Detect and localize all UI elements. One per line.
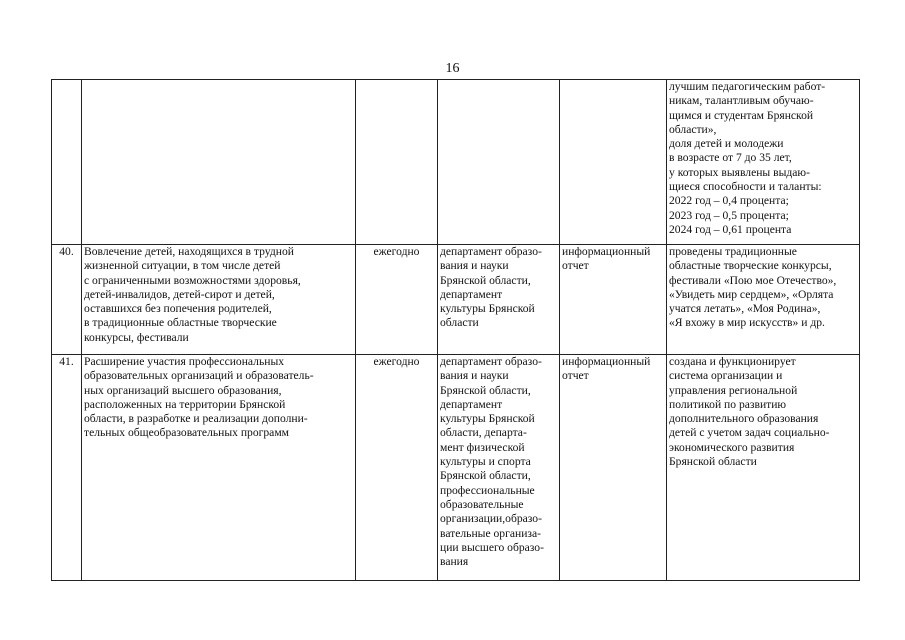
executors-cell <box>438 245 560 355</box>
table-row <box>52 80 860 245</box>
cell-text-line: образовательные <box>440 497 524 511</box>
cell-text-line: оставшихся без попечения родителей, <box>84 302 272 316</box>
document-cell <box>560 80 667 245</box>
cell-text-line: вания <box>440 555 469 569</box>
term-cell <box>356 80 438 245</box>
cell-text-line: департамент <box>440 397 503 411</box>
cell-text-line: области, департа- <box>440 426 527 440</box>
cell-text-line: культуры и спорта <box>440 455 531 469</box>
cell-text-line: экономического развития <box>669 440 795 454</box>
cell-text-line: «Увидеть мир сердцем», «Орлята <box>669 287 834 301</box>
cell-text-line: Брянской области, <box>440 273 531 287</box>
cell-text-line: департамент образо- <box>440 245 542 258</box>
cell-text-line: расположенных на территории Брянской <box>84 397 286 411</box>
cell-text-line: 2024 год – 0,61 процента <box>669 222 792 236</box>
cell-text-line: проведены традиционные <box>669 245 797 258</box>
table-row <box>52 245 860 355</box>
cell-text-line: 2023 год – 0,5 процента; <box>669 208 789 222</box>
description-cell <box>82 245 356 355</box>
result-cell <box>667 355 860 581</box>
result-cell <box>667 245 860 355</box>
cell-text-line: управления региональной <box>669 383 798 397</box>
cell-text-line: Брянской области, <box>440 469 531 483</box>
measures-table <box>51 79 860 581</box>
cell-text-line: образовательных организаций и образователь- <box>84 369 314 383</box>
row-number-cell: 40. <box>52 245 82 355</box>
cell-text-line: конкурсы, фестивали <box>84 330 189 344</box>
executors-cell <box>438 80 560 245</box>
cell-text-line: фестивали «Пою мое Отечество», <box>669 273 837 287</box>
page-number: 16 <box>445 61 460 76</box>
description-cell <box>82 80 356 245</box>
cell-text-line: Расширение участия профессиональных <box>84 355 285 368</box>
cell-text-line: вания и науки <box>440 369 509 383</box>
result-cell <box>667 80 860 245</box>
cell-text-line: информационный <box>562 245 651 258</box>
cell-text-line: ции высшего образо- <box>440 540 544 554</box>
cell-text-line: создана и функционирует <box>669 355 796 368</box>
cell-text-line: области, в разработке и реализации дополни- <box>84 412 308 426</box>
cell-text-line: «Я вхожу в мир искусств» и др. <box>669 316 825 330</box>
cell-text-line: ных организаций высшего образования, <box>84 383 282 397</box>
row-number-cell <box>52 80 82 245</box>
cell-text-line: вания и науки <box>440 259 509 273</box>
cell-text-line: детей-инвалидов, детей-сирот и детей, <box>84 287 275 301</box>
cell-text-line: у которых выявлены выдаю- <box>669 165 810 179</box>
executors-cell <box>438 355 560 581</box>
term-cell: ежегодно <box>356 355 438 581</box>
cell-text-line: области», <box>669 122 717 136</box>
table-row <box>52 355 860 581</box>
cell-text-line: информационный <box>562 355 651 368</box>
cell-text-line: в возрасте от 7 до 35 лет, <box>669 151 792 165</box>
cell-text-line: Брянской области, <box>440 383 531 397</box>
cell-text-line: детей с учетом задач социально- <box>669 426 830 440</box>
cell-text-line: лучшим педагогическим работ- <box>669 80 826 93</box>
cell-text-line: Вовлечение детей, находящихся в трудной <box>84 245 294 258</box>
cell-text-line: мент физической <box>440 440 525 454</box>
cell-text-line: жизненной ситуации, в том числе детей <box>84 259 281 273</box>
cell-text-line: никам, талантливым обучаю- <box>669 94 814 108</box>
cell-text-line: отчет <box>562 259 589 273</box>
cell-text-line: области <box>440 316 479 330</box>
cell-text-line: департамент <box>440 287 503 301</box>
row-number-cell: 41. <box>52 355 82 581</box>
cell-text-line: культуры Брянской <box>440 412 535 426</box>
cell-text-line: Брянской области <box>669 455 757 469</box>
cell-text-line: политикой по развитию <box>669 397 787 411</box>
cell-text-line: департамент образо- <box>440 355 542 368</box>
cell-text-line: щиеся способности и таланты: <box>669 180 822 194</box>
cell-text-line: культуры Брянской <box>440 302 535 316</box>
cell-text-line: дополнительного образования <box>669 412 819 426</box>
document-cell <box>560 355 667 581</box>
cell-text-line: с ограниченными возможностями здоровья, <box>84 273 301 287</box>
cell-text-line: 2022 год – 0,4 процента; <box>669 194 789 208</box>
description-cell <box>82 355 356 581</box>
cell-text-line: щимся и студентам Брянской <box>669 108 814 122</box>
cell-text-line: система организации и <box>669 369 783 383</box>
document-cell <box>560 245 667 355</box>
cell-text-line: тельных общеобразовательных программ <box>84 426 290 440</box>
cell-text-line: в традиционные областные творческие <box>84 316 277 330</box>
cell-text-line: учатся летать», «Моя Родина», <box>669 302 821 316</box>
cell-text-line: вательные организа- <box>440 526 541 540</box>
cell-text-line: областные творческие конкурсы, <box>669 259 832 273</box>
cell-text-line: организации,образо- <box>440 512 542 526</box>
cell-text-line: доля детей и молодежи <box>669 137 784 151</box>
cell-text-line: отчет <box>562 369 589 383</box>
term-cell: ежегодно <box>356 245 438 355</box>
cell-text-line: профессиональные <box>440 483 535 497</box>
